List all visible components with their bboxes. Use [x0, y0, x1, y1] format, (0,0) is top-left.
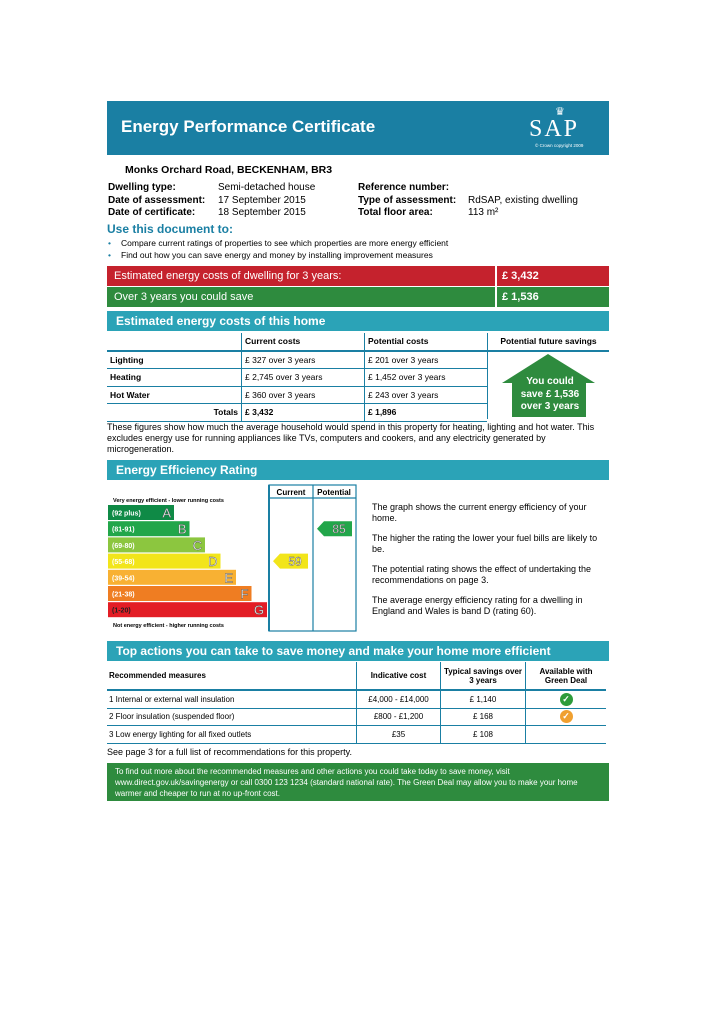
- band-letter: D: [208, 554, 218, 570]
- savings-bar: [107, 287, 609, 307]
- potential-savings-panel: [487, 333, 610, 419]
- logo-copyright: © Crown copyright 2009: [535, 143, 584, 148]
- top-caption: Very energy efficient - lower running costs: [113, 498, 224, 504]
- dwelling-info-left: [108, 182, 315, 220]
- explanation-paragraph: The graph shows the current energy efficiency of your home.: [372, 502, 587, 523]
- potential-cost: £ 1,452 over 3 years: [365, 369, 488, 387]
- energy-costs-table: [107, 333, 487, 422]
- indicative-cost: £35: [357, 726, 441, 744]
- band-letter: C: [192, 537, 202, 553]
- use-document-bullets: [107, 238, 448, 261]
- table-header-cell: [107, 333, 242, 351]
- certificate-date-value: 18 September 2015: [218, 207, 306, 218]
- band-letter: G: [253, 602, 264, 618]
- totals-row: [107, 404, 487, 422]
- costs-section-title: Estimated energy costs of this home: [107, 311, 609, 331]
- green-deal-cell: [526, 690, 607, 708]
- efficiency-explanation: [372, 502, 609, 626]
- savings-arrow-line: save £ 1,536: [520, 388, 580, 400]
- estimated-cost-label: Estimated energy costs of dwelling for 3 years:: [107, 266, 495, 286]
- band-letter: B: [177, 521, 187, 537]
- band-range-label: (1-20): [112, 607, 131, 615]
- actions-table: [107, 662, 606, 744]
- sap-logo-text: SAP: [529, 116, 580, 142]
- table-header-row: [107, 662, 606, 690]
- total-current-cost: £ 3,432: [242, 404, 365, 422]
- totals-label: Totals: [107, 404, 242, 422]
- dwelling-type-value: Semi-detached house: [218, 182, 316, 193]
- costs-note: These figures show how much the average household would spend in this property for heating, lighting and hot water. This excludes energy use for running appliances like TVs, computers and cookers, and any electricity generated by microgeneration.: [107, 422, 595, 454]
- indicative-cost: £800 - £1,200: [357, 708, 441, 726]
- estimated-cost-value: £ 3,432: [497, 266, 609, 286]
- rating-bands: [108, 505, 267, 618]
- rating-band-g: [108, 602, 267, 617]
- check-icon: ✓: [560, 710, 573, 723]
- savings-value: £ 1,536: [497, 287, 609, 307]
- table-header-cell: Current costs: [242, 333, 365, 351]
- table-header-cell: Potential future savings: [488, 333, 609, 352]
- table-header-cell: Available with Green Deal: [526, 662, 607, 690]
- band-letter: E: [224, 570, 233, 586]
- current-cost: £ 360 over 3 years: [242, 386, 365, 404]
- table-row: [107, 386, 487, 404]
- dwelling-info-right: [358, 182, 578, 220]
- cost-category: Hot Water: [107, 386, 242, 404]
- band-range-label: (81-91): [112, 526, 135, 534]
- explanation-paragraph: The potential rating shows the effect of undertaking the recommendations on page 3.: [372, 564, 591, 585]
- assessment-type-value: RdSAP, existing dwelling: [468, 194, 578, 206]
- table-header-cell: Typical savings over 3 years: [441, 662, 526, 690]
- crown-icon: ♛: [555, 106, 565, 118]
- savings-arrow-line: You could: [526, 376, 574, 387]
- estimated-cost-bar: [107, 266, 609, 286]
- table-row: [107, 369, 487, 387]
- band-range-label: (92 plus): [112, 510, 141, 518]
- see-page-note: See page 3 for a full list of recommendations for this property.: [107, 747, 352, 757]
- green-deal-cell: [526, 708, 607, 726]
- table-header-cell: Indicative cost: [357, 662, 441, 690]
- band-range-label: (21-38): [112, 591, 135, 599]
- check-icon: ✓: [560, 693, 573, 706]
- floor-area-value: 113 m²: [468, 207, 499, 218]
- potential-cost: £ 201 over 3 years: [365, 351, 488, 369]
- dwelling-type-label: Dwelling type:: [108, 182, 176, 193]
- table-row: [107, 726, 606, 744]
- page-title: Energy Performance Certificate: [121, 117, 376, 136]
- epc-page: [107, 101, 609, 798]
- potential-column-header: Potential: [317, 488, 351, 497]
- use-document-title: Use this document to:: [107, 222, 234, 236]
- reference-number-label: Reference number:: [358, 182, 450, 193]
- certificate-header: [107, 101, 609, 155]
- current-cost: £ 2,745 over 3 years: [242, 369, 365, 387]
- explanation-paragraph: The average energy efficiency rating for a dwelling in England and Wales is band D (rating 60).: [372, 595, 583, 616]
- floor-area-label: Total floor area:: [358, 207, 433, 218]
- indicative-cost: £4,000 - £14,000: [357, 690, 441, 708]
- current-rating-value: 59: [288, 554, 302, 569]
- explanation-paragraph: The higher the rating the lower your fuel bills are likely to be.: [372, 533, 598, 554]
- bullet-item: • Find out how you can save energy and money by installing improvement measures: [107, 250, 448, 262]
- table-row: [107, 351, 487, 369]
- assessment-date-value: 17 September 2015: [218, 194, 306, 206]
- assessment-type-label: Type of assessment:: [358, 194, 457, 206]
- bullet-item: • Compare current ratings of properties to see which properties are more energy efficient: [107, 238, 448, 250]
- actions-section-title: Top actions you can take to save money and make your home more efficient: [107, 641, 609, 661]
- typical-savings: £ 108: [441, 726, 526, 744]
- green-deal-cell: [526, 726, 607, 744]
- band-range-label: (69-80): [112, 542, 135, 550]
- table-header-cell: Recommended measures: [107, 662, 357, 690]
- property-address: Monks Orchard Road, BECKENHAM, BR3: [125, 164, 333, 176]
- band-letter: F: [240, 586, 249, 602]
- savings-label: Over 3 years you could save: [107, 287, 495, 307]
- bottom-caption: Not energy efficient - higher running costs: [113, 623, 224, 629]
- table-header-row: [107, 333, 487, 351]
- potential-cost: £ 243 over 3 years: [365, 386, 488, 404]
- typical-savings: £ 1,140: [441, 690, 526, 708]
- green-deal-footer: To find out more about the recommended measures and other actions you could take today to save money, visit www.direct.gov.uk/savingenergy or call 0300 123 1234 (standard national rate). The Green Deal may allow you to make your home warmer and cheaper to run at no up-front cost.: [107, 763, 609, 801]
- assessment-date-label: Date of assessment:: [108, 194, 206, 206]
- measure-name: 1 Internal or external wall insulation: [107, 690, 357, 708]
- band-range-label: (39-54): [112, 575, 135, 583]
- total-potential-cost: £ 1,896: [365, 404, 488, 422]
- measure-name: 3 Low energy lighting for all fixed outlets: [107, 726, 357, 744]
- savings-arrow-line: over 3 years: [520, 401, 580, 412]
- current-cost: £ 327 over 3 years: [242, 351, 365, 369]
- cost-category: Lighting: [107, 351, 242, 369]
- table-row: [107, 708, 606, 726]
- measure-name: 2 Floor insulation (suspended floor): [107, 708, 357, 726]
- current-column-header: Current: [276, 488, 306, 497]
- potential-rating-value: 85: [332, 522, 346, 537]
- cost-category: Heating: [107, 369, 242, 387]
- table-header-cell: Potential costs: [365, 333, 488, 351]
- savings-arrow-text: [512, 376, 588, 414]
- energy-efficiency-chart: [107, 482, 359, 634]
- certificate-date-label: Date of certificate:: [108, 207, 196, 218]
- typical-savings: £ 168: [441, 708, 526, 726]
- efficiency-section-title: Energy Efficiency Rating: [107, 460, 609, 480]
- sap-logo: [527, 105, 597, 151]
- table-row: [107, 690, 606, 708]
- band-range-label: (55-68): [112, 559, 135, 567]
- band-letter: A: [162, 505, 171, 521]
